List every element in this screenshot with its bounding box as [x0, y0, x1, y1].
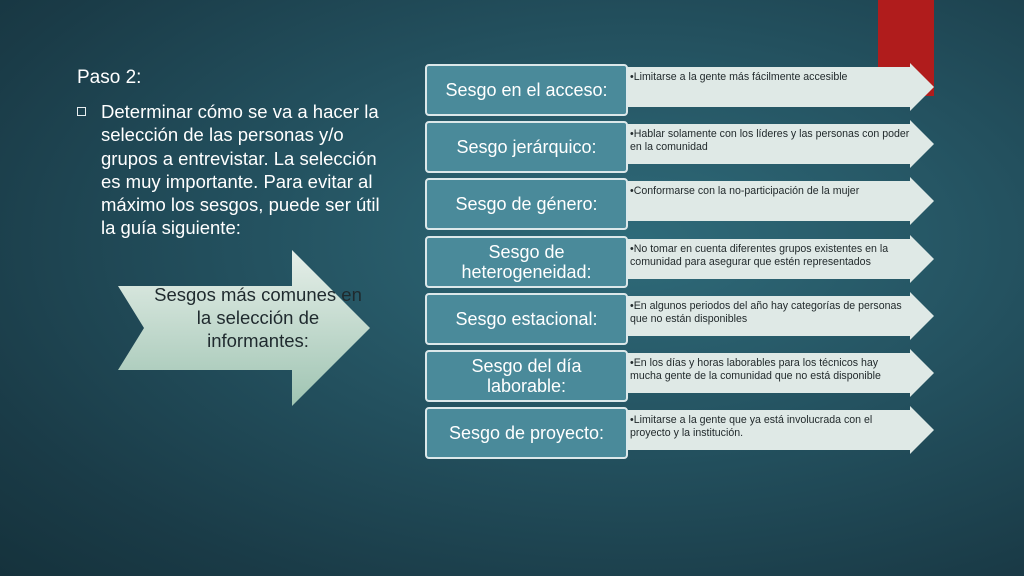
bias-description: •Limitarse a la gente más fácilmente accesible — [630, 71, 848, 83]
bias-name-box: Sesgo de género: — [425, 178, 628, 230]
bias-description: •No tomar en cuenta diferentes grupos existentes en la comunidad para asegurar que estén representados — [630, 243, 889, 268]
bias-description: •En algunos periodos del año hay categorías de personas que no están disponibles — [630, 300, 902, 325]
step-title: Paso 2: — [77, 67, 142, 88]
bullet-text: Determinar cómo se va a hacer la selección de las personas y/o grupos a entrevistar. La selección es muy importante. Para evitar al máximo los sesgos, puede ser útil la guía siguiente: — [101, 101, 380, 239]
bias-description: •En los días y horas laborables para los técnicos hay mucha gente de la comunidad que no está disponible — [630, 357, 881, 382]
bias-description: •Limitarse a la gente que ya está involucrada con el proyecto y la institución. — [630, 414, 873, 439]
bias-name-box: Sesgo de proyecto: — [425, 407, 628, 459]
bias-name-box: Sesgo en el acceso: — [425, 64, 628, 116]
bias-name-box: Sesgo del día laborable: — [425, 350, 628, 402]
bias-description: •Hablar solamente con los líderes y las personas con poder en la comunidad — [630, 128, 910, 153]
bias-name-box: Sesgo estacional: — [425, 293, 628, 345]
bias-name-box: Sesgo jerárquico: — [425, 121, 628, 173]
bias-name-box: Sesgo de heterogeneidad: — [425, 236, 628, 288]
square-bullet-icon — [77, 107, 86, 116]
bias-description: •Conformarse con la no-participación de la mujer — [630, 185, 860, 197]
big-arrow-label: Sesgos más comunes en la selección de informantes: — [154, 284, 362, 351]
